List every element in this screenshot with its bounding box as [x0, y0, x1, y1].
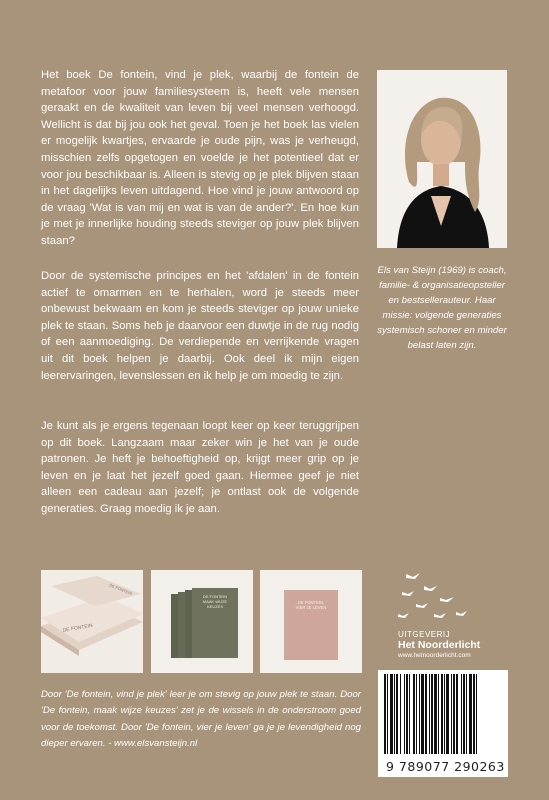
barcode-bar	[441, 674, 443, 754]
barcode-bar	[421, 674, 424, 754]
book2-title-line2: MAAK WIJZE	[202, 599, 228, 604]
blurb-paragraph-3: Je kunt als je ergens tegenaan loopt keer op keer teruggrijpen op dit boek. Langzaam maar zeker win je het van je oude patronen. Je heft je behoeftigheid op, krijgt meer grip op je leven en je laat het jezelf goed gaan. Hiermee geef je niet alleen een cadeau aan jezelf; je ontlast ook de volgende generaties. Graag moedig ik je aan.	[41, 420, 359, 515]
barcode-bar	[409, 674, 410, 754]
barcode-bar	[429, 674, 430, 754]
barcode-bars-icon	[378, 674, 508, 764]
barcode-bar	[434, 674, 437, 754]
barcode-bar	[419, 674, 420, 754]
publisher-url: www.hetnoorderlicht.com	[398, 652, 471, 659]
barcode-bar	[425, 674, 427, 754]
book3-title-line2: VIER JE LEVEN	[295, 605, 327, 610]
stacked-books-image	[41, 570, 143, 673]
barcode-bar	[463, 674, 465, 754]
barcode-bar	[451, 674, 452, 754]
barcode-bar	[431, 674, 433, 754]
book-thumbnail-1	[41, 570, 143, 673]
barcode	[378, 670, 508, 777]
green-books-image	[151, 570, 253, 673]
book-thumbnail-2	[151, 570, 253, 673]
pink-book-image	[260, 570, 362, 673]
barcode-bar	[456, 674, 458, 754]
barcode-bar	[446, 674, 449, 754]
author-portrait-image	[377, 70, 507, 248]
barcode-bar	[404, 674, 405, 754]
book2-title-line1: DE FONTEIN	[202, 594, 228, 599]
barcode-bar	[390, 674, 393, 754]
series-description: Door 'De fontein, vind je plek' leer je om stevig op jouw plek te staan. Door 'De fontein, maak wijze keuzes' zet je de wissels in de onderstroom goed voor de toekomst. Door 'De fontein, vier je leven' ga je je levendigheid nog dieper ervaren. - www.elsvansteijn.nl	[41, 689, 361, 750]
author-bio: Els van Steijn (1969) is coach, familie- & organisatieopsteller en bestsellerauteur. Haar missie: volgende generaties systemisch schoner en minder belast laten zijn.	[377, 265, 507, 352]
book2-title-line3: KEUZES	[206, 604, 224, 609]
barcode-bar	[387, 674, 388, 754]
birds-logo-icon	[396, 568, 476, 624]
barcode-bar	[394, 674, 395, 754]
barcode-bar	[476, 674, 477, 754]
book1-spine-text: DE FONTEIN	[108, 582, 133, 597]
barcode-bar	[473, 674, 475, 754]
blurb-paragraph-1: Het boek De fontein, vind je plek, waarbij de fontein de metafoor voor jouw familiesysteem is, heeft vele mensen geraakt en de kwaliteit van leven bij veel mensen verhoogd. Wellicht is dat bij jou ook het geval. Toen je het boek las vielen er mogelijk kwartjes, ervaarde je oude pijn, was je verheugd, misschien zelfs opgetogen en voelde je het potentieel dat er voor jou beschikbaar is. Alleen is stevig op je plek blijven staan in het dagelijks leven uitdagend. Hoe vind je jouw antwoord op de vraag 'Wat is van mij en wat is van de ander?'. En hoe kun je met je innerlijke houding steeds steviger op jouw plek blijven staan?	[41, 69, 359, 247]
book-thumbnail-3	[260, 570, 362, 673]
barcode-bar	[406, 674, 408, 754]
publisher-label: UITGEVERIJ	[398, 630, 451, 639]
publisher-block	[398, 630, 498, 660]
author-photo	[377, 70, 507, 248]
barcode-bar	[396, 674, 398, 754]
isbn-number: 9 789077 290263	[386, 759, 505, 774]
barcode-bar	[453, 674, 455, 754]
book3-title-line1: DE FONTEIN,	[297, 600, 325, 605]
publisher-name: Het Noorderlicht	[398, 639, 481, 651]
barcode-bar	[413, 674, 415, 754]
barcode-bar	[466, 674, 467, 754]
blurb-paragraph-2: Door de systemische principes en het 'afdalen' in de fontein actief te omarmen en te herhalen, word je steeds meer onbewust bekwaam en kom je steeds steviger op jouw unieke plek te staan. Soms heb je daarvoor een duwtje in de rug nodig of een aanmoediging. De verdiepende en verrijkende vragen uit dit boek helpen je daarbij. Ook deel ik mijn eigen leerervaringen, levenslessen en ik help je om moedig te zijn.	[41, 270, 359, 382]
barcode-bar	[444, 674, 445, 754]
barcode-bar	[384, 674, 386, 754]
barcode-bar	[461, 674, 462, 754]
barcode-bar	[438, 674, 439, 754]
barcode-bar	[400, 674, 401, 754]
barcode-bar	[416, 674, 417, 754]
book1-title-text: DE FONTEIN	[62, 622, 94, 634]
barcode-bar	[469, 674, 472, 754]
